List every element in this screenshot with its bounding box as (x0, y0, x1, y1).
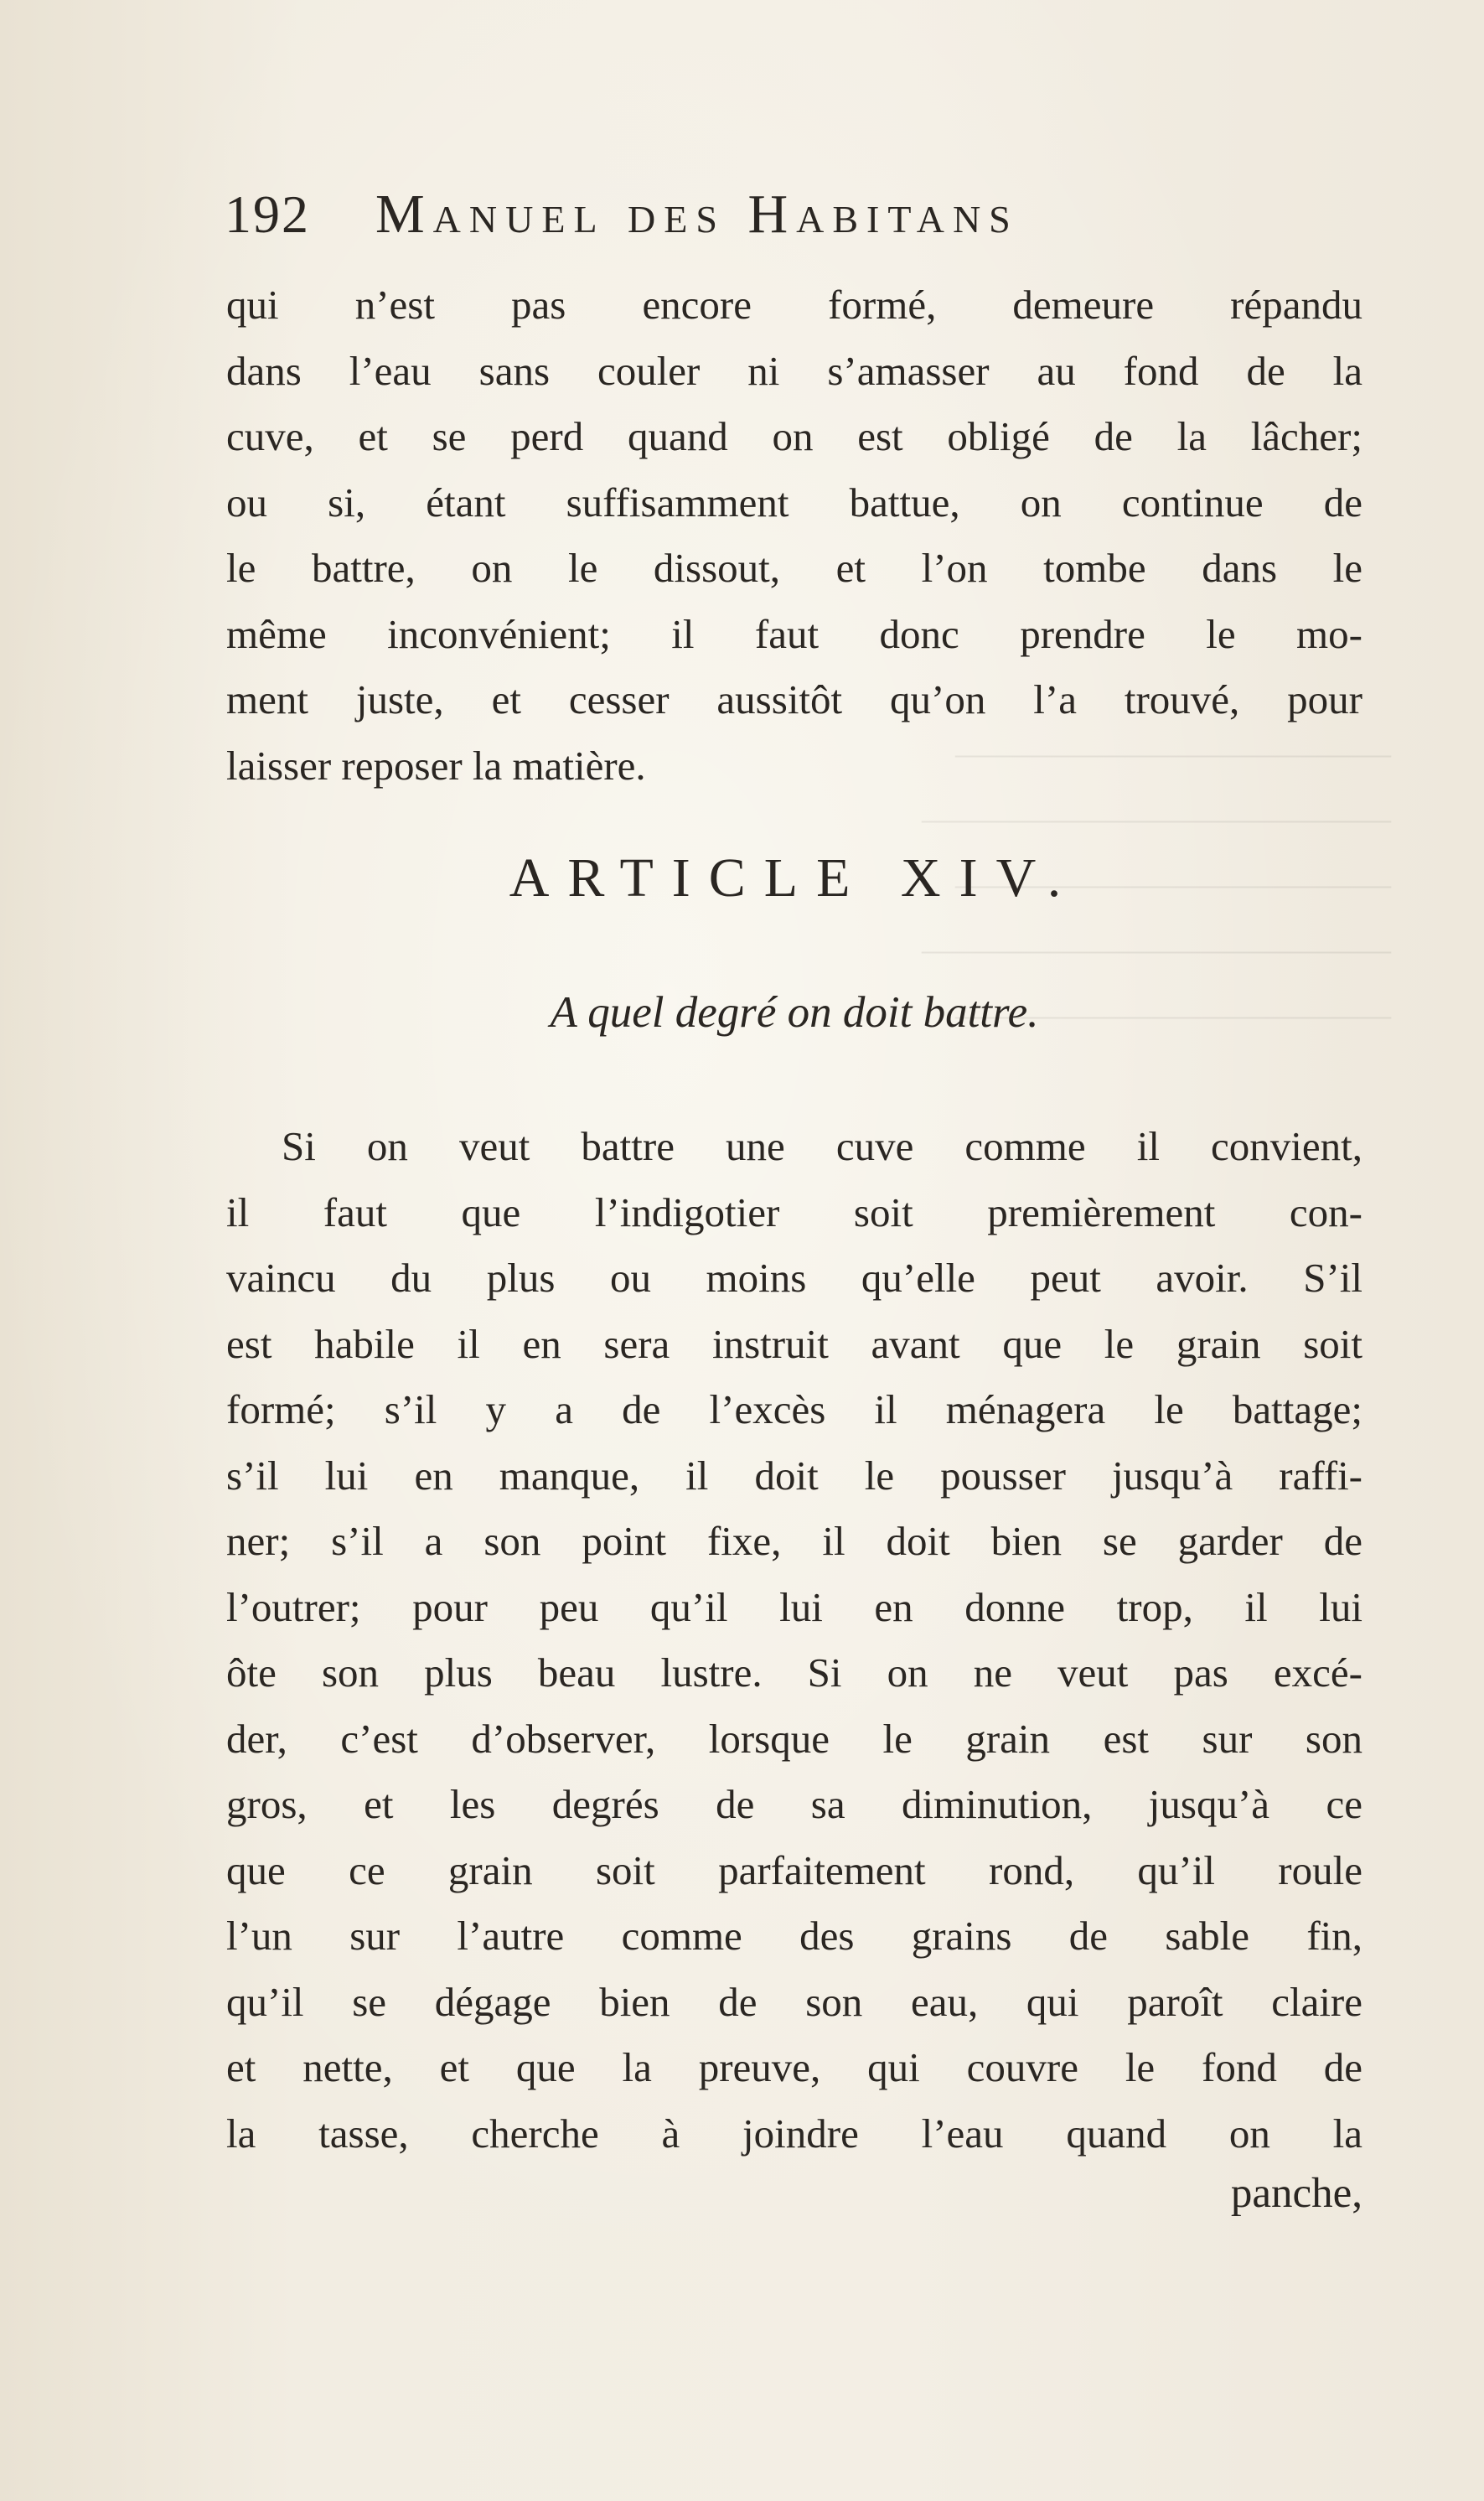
bleed-through-texture: ――――――――――――― ―――――――――――――― ――――――――――――― ―――――――――――――― ――――――――――――― (922, 734, 1391, 1033)
text-line: s’il lui en manque, il doit le pousser jusqu’à raffi- (226, 1452, 1362, 1499)
text-line: laisser reposer la matière. (226, 742, 646, 789)
article-heading: ARTICLE XIV. (509, 847, 1080, 909)
text-line: cuve, et se perd quand on est obligé de la lâcher; (226, 413, 1362, 459)
paragraph-main (226, 1114, 1362, 2167)
text-line: qui n’est pas encore formé, demeure répandu (226, 282, 1362, 328)
text-line: il faut que l’indigotier soit premièrement con- (226, 1188, 1362, 1235)
text-line: gros, et les degrés de sa diminution, jusqu’à ce (226, 1781, 1362, 1827)
text-line: et nette, et que la preuve, qui couvre le fond de (226, 2044, 1362, 2090)
text-line: même inconvénient; il faut donc prendre le mo- (226, 610, 1362, 657)
text-line: der, c’est d’observer, lorsque le grain est sur son (226, 1715, 1362, 1762)
running-head (225, 183, 1398, 250)
text-line: dans l’eau sans couler ni s’amasser au fond de la (226, 347, 1362, 394)
text-line: est habile il en sera instruit avant que le grain soit (226, 1320, 1362, 1367)
paragraph-continued (226, 272, 1362, 799)
article-subheading: A quel degré on doit battre. (550, 988, 1039, 1037)
text-line: Si on veut battre une cuve comme il convient, (282, 1123, 1362, 1169)
text-line: la tasse, cherche à joindre l’eau quand on la (226, 2110, 1362, 2157)
text-line: que ce grain soit parfaitement rond, qu’il roule (226, 1846, 1362, 1893)
text-line: qu’il se dégage bien de son eau, qui paroît claire (226, 1978, 1362, 2025)
text-line: l’un sur l’autre comme des grains de sable fin, (226, 1913, 1362, 1959)
text-line: formé; s’il y a de l’excès il ménagera le battage; (226, 1386, 1362, 1432)
page-number: 192 (225, 184, 310, 244)
text-line: vaincu du plus ou moins qu’elle peut avoir. S’il (226, 1255, 1362, 1301)
text-line: ou si, étant suffisamment battue, on continue de (226, 479, 1362, 526)
text-line: ôte son plus beau lustre. Si on ne veut pas excé- (226, 1649, 1362, 1696)
text-line: ment juste, et cesser aussitôt qu’on l’a trouvé, pour (226, 676, 1362, 722)
text-line: l’outrer; pour peu qu’il lui en donne trop, il lui (226, 1583, 1362, 1630)
catchword: panche, (1230, 2170, 1362, 2217)
text-line: ner; s’il a son point fixe, il doit bien se garder de (226, 1518, 1362, 1564)
running-title: Manuel des Habitans (375, 184, 1019, 245)
text-line: le battre, on le dissout, et l’on tombe dans le (226, 545, 1362, 591)
